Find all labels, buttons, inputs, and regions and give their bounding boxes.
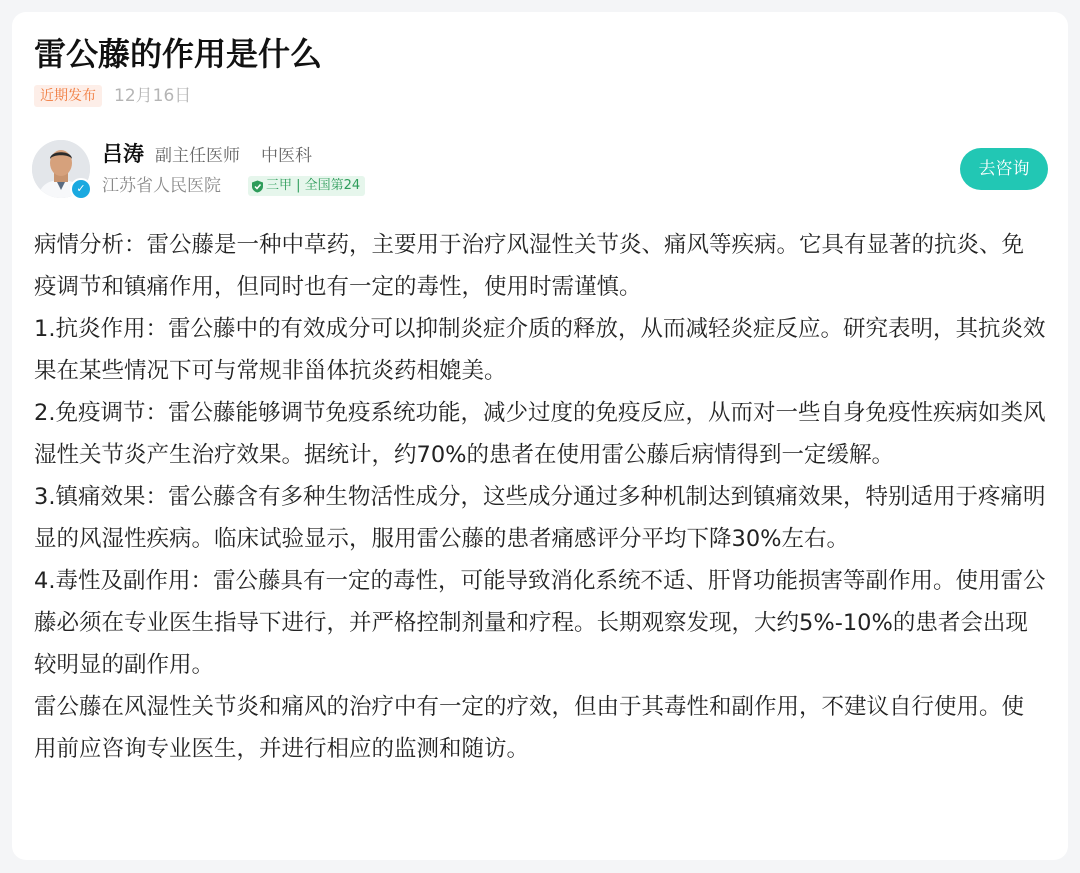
article-card bbox=[12, 12, 1068, 860]
article-content bbox=[34, 224, 1046, 770]
consult-button[interactable]: 去咨询 bbox=[960, 148, 1048, 190]
doctor-title: 副主任医师 bbox=[155, 146, 240, 166]
shield-icon bbox=[251, 180, 264, 193]
paragraph-analysis: 病情分析：雷公藤是一种中草药，主要用于治疗风湿性关节炎、痛风等疾病。它具有显著的抗炎、免疫调节和镇痛作用，但同时也有一定的毒性，使用时需谨慎。 bbox=[34, 232, 1025, 300]
paragraph-immune: 2.免疫调节：雷公藤能够调节免疫系统功能，减少过度的免疫反应，从而对一些自身免疫性疾病如类风湿性关节炎产生治疗效果。据统计，约70%的患者在使用雷公藤后病情得到一定缓解。 bbox=[34, 400, 1046, 468]
paragraph-conclusion: 雷公藤在风湿性关节炎和痛风的治疗中有一定的疗效，但由于其毒性和副作用，不建议自行使用。使用前应咨询专业医生，并进行相应的监测和随访。 bbox=[34, 694, 1025, 762]
article-title: 雷公藤的作用是什么 bbox=[34, 35, 323, 73]
hospital-rank-badge bbox=[248, 176, 365, 196]
doctor-info bbox=[32, 138, 1048, 202]
paragraph-anti-inflammatory: 1.抗炎作用：雷公藤中的有效成分可以抑制炎症介质的释放，从而减轻炎症反应。研究表明，其抗炎效果在某些情况下可与常规非甾体抗炎药相媲美。 bbox=[34, 316, 1046, 384]
doctor-hospital[interactable]: 江苏省人民医院 bbox=[102, 176, 221, 196]
paragraph-toxicity: 4.毒性及副作用：雷公藤具有一定的毒性，可能导致消化系统不适、肝肾功能损害等副作用。使用雷公藤必须在专业医生指导下进行，并严格控制剂量和疗程。长期观察发现，大约5%-10%的患者会出现较明显的副作用。 bbox=[34, 568, 1046, 678]
article-meta bbox=[34, 84, 191, 108]
paragraph-analgesic: 3.镇痛效果：雷公藤含有多种生物活性成分，这些成分通过多种机制达到镇痛效果，特别适用于疼痛明显的风湿性疾病。临床试验显示，服用雷公藤的患者痛感评分平均下降30%左右。 bbox=[34, 484, 1046, 552]
publish-date: 12月16日 bbox=[114, 86, 192, 106]
hospital-badge-text: 三甲 | 全国第24 bbox=[266, 178, 361, 193]
recent-badge: 近期发布 bbox=[34, 85, 102, 107]
verified-check-icon: ✓ bbox=[70, 178, 92, 200]
doctor-department: 中医科 bbox=[261, 146, 312, 166]
doctor-name[interactable]: 吕涛 bbox=[102, 142, 144, 166]
